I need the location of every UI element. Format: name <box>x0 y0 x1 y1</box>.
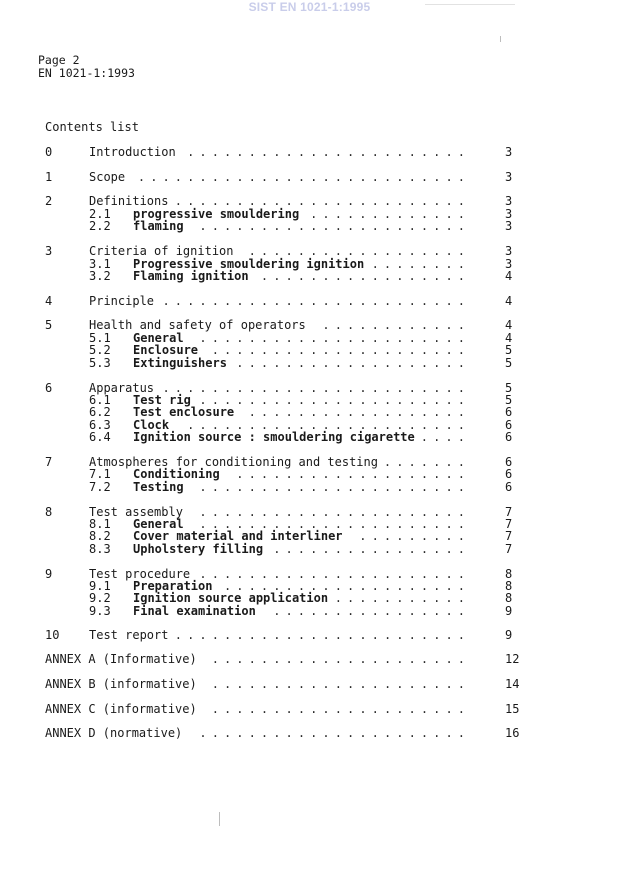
toc-leader-dots: ...................... <box>199 518 470 531</box>
toc-subsection-title: Conditioning <box>133 467 220 481</box>
toc-section-title: Criteria of ignition <box>89 244 234 258</box>
toc-section-title: Scope <box>89 170 126 184</box>
watermark: SIST EN 1021-1:1995 <box>248 0 371 14</box>
toc-subsection-title: Cover material and interliner <box>133 529 343 543</box>
toc-page-number: 8 <box>505 591 513 605</box>
toc-leader-dots: ........ <box>371 258 470 271</box>
toc-leader-dots: ................. <box>260 270 470 283</box>
toc-section-number: 10 <box>45 628 60 642</box>
toc-section-number: 1 <box>45 170 53 184</box>
toc-entry <box>0 653 619 666</box>
toc-section-title: Principle <box>89 294 155 308</box>
toc-subsection-number: 2.1 <box>89 207 111 221</box>
page-number: Page 2 <box>38 53 80 67</box>
toc-subsection-title: Upholstery filling <box>133 542 264 556</box>
toc-subsection-title: Test enclosure <box>133 405 235 419</box>
toc-page-number: 5 <box>505 381 513 395</box>
standard-number: EN 1021-1:1993 <box>38 66 135 80</box>
toc-page-number: 4 <box>505 331 513 345</box>
toc-section-number: 3 <box>45 244 53 258</box>
toc-leader-dots: ...................... <box>199 727 470 740</box>
toc-subsection-title: General <box>133 517 184 531</box>
toc-leader-dots: ....................... <box>187 146 470 159</box>
toc-leader-dots: ......................... <box>162 295 470 308</box>
toc-leader-dots: ...................... <box>199 506 470 519</box>
toc-entry <box>0 357 619 370</box>
scan-speck <box>219 812 220 826</box>
toc-page-number: 6 <box>505 418 513 432</box>
toc-section-number: 7 <box>45 455 53 469</box>
toc-entry <box>0 146 619 159</box>
toc-entry <box>0 431 619 444</box>
toc-section-number: 6 <box>45 381 53 395</box>
toc-entry <box>0 543 619 556</box>
toc-entry <box>0 703 619 716</box>
toc-entry <box>0 605 619 618</box>
toc-leader-dots: ........................... <box>137 171 470 184</box>
toc-leader-dots: ...................... <box>199 568 470 581</box>
toc-leader-dots: ................ <box>273 605 470 618</box>
toc-page-number: 3 <box>505 244 513 258</box>
toc-leader-dots: ......... <box>359 530 470 543</box>
toc-leader-dots: ........................ <box>174 195 470 208</box>
toc-leader-dots: ...................... <box>199 394 470 407</box>
toc-section-number: 8 <box>45 505 53 519</box>
toc-entry <box>0 629 619 642</box>
toc-page-number: 4 <box>505 269 513 283</box>
toc-subsection-title: Extinguishers <box>133 356 227 370</box>
toc-subsection-number: 9.1 <box>89 579 111 593</box>
toc-section-number: 9 <box>45 567 53 581</box>
toc-subsection-number: 7.1 <box>89 467 111 481</box>
toc-section-number: 2 <box>45 194 53 208</box>
toc-leader-dots: ............ <box>322 319 470 332</box>
toc-subsection-number: 6.1 <box>89 393 111 407</box>
toc-subsection-title: Ignition source application <box>133 591 329 605</box>
toc-subsection-number: 8.2 <box>89 529 111 543</box>
toc-subsection-title: Clock <box>133 418 170 432</box>
toc-entry <box>0 295 619 308</box>
toc-section-title: ANNEX D (normative) <box>45 726 183 740</box>
toc-leader-dots: ..................... <box>211 678 470 691</box>
toc-page-number: 5 <box>505 343 513 357</box>
toc-leader-dots: ......................... <box>162 382 470 395</box>
toc-subsection-title: Testing <box>133 480 184 494</box>
toc-section-number: 5 <box>45 318 53 332</box>
toc-leader-dots: ..................... <box>211 344 470 357</box>
toc-leader-dots: .... <box>420 431 470 444</box>
toc-page-number: 4 <box>505 318 513 332</box>
toc-leader-dots: .................. <box>248 245 470 258</box>
toc-title: Contents list <box>45 120 139 134</box>
toc-section-title: ANNEX A (Informative) <box>45 652 197 666</box>
toc-leader-dots: ...................... <box>199 332 470 345</box>
toc-leader-dots: ........................ <box>174 629 470 642</box>
toc-subsection-number: 5.2 <box>89 343 111 357</box>
toc-subsection-title: Test rig <box>133 393 191 407</box>
toc-page-number: 5 <box>505 356 513 370</box>
toc-leader-dots: ...................... <box>199 220 470 233</box>
toc-page-number: 3 <box>505 145 513 159</box>
toc-page-number: 3 <box>505 257 513 271</box>
toc-leader-dots: ............. <box>310 208 470 221</box>
toc-subsection-number: 8.1 <box>89 517 111 531</box>
toc-subsection-title: progressive smouldering <box>133 207 300 221</box>
toc-entry <box>0 727 619 740</box>
toc-leader-dots: ................... <box>236 468 470 481</box>
toc-page-number: 7 <box>505 542 513 556</box>
toc-entry <box>0 678 619 691</box>
toc-page-number: 3 <box>505 170 513 184</box>
toc-entry <box>0 171 619 184</box>
toc-page-number: 8 <box>505 567 513 581</box>
toc-page-number: 12 <box>505 652 520 666</box>
toc-section-title: Test procedure <box>89 567 191 581</box>
toc-page-number: 7 <box>505 505 513 519</box>
toc-section-number: 4 <box>45 294 53 308</box>
toc-page-number: 9 <box>505 604 513 618</box>
toc-leader-dots: ..................... <box>211 653 470 666</box>
toc-section-title: Test assembly <box>89 505 183 519</box>
toc-subsection-title: General <box>133 331 184 345</box>
toc-subsection-number: 9.2 <box>89 591 111 605</box>
toc-subsection-number: 5.3 <box>89 356 111 370</box>
toc-leader-dots: ...................... <box>199 481 470 494</box>
toc-subsection-number: 7.2 <box>89 480 111 494</box>
toc-page-number: 8 <box>505 579 513 593</box>
toc-entry <box>0 270 619 283</box>
toc-leader-dots: ....................... <box>187 419 470 432</box>
toc-subsection-number: 3.2 <box>89 269 111 283</box>
toc-leader-dots: ..................... <box>211 703 470 716</box>
toc-subsection-title: Flaming ignition <box>133 269 249 283</box>
toc-leader-dots: ........... <box>334 592 470 605</box>
toc-subsection-title: flaming <box>133 219 184 233</box>
toc-subsection-number: 6.4 <box>89 430 111 444</box>
toc-leader-dots: ....... <box>383 456 470 469</box>
toc-page-number: 7 <box>505 517 513 531</box>
toc-page-number: 6 <box>505 430 513 444</box>
toc-page-number: 16 <box>505 726 520 740</box>
toc-subsection-number: 6.2 <box>89 405 111 419</box>
toc-page-number: 6 <box>505 467 513 481</box>
toc-page-number: 3 <box>505 207 513 221</box>
toc-entry <box>0 481 619 494</box>
toc-section-title: Test report <box>89 628 169 642</box>
toc-section-title: ANNEX C (informative) <box>45 702 197 716</box>
toc-page-number: 14 <box>505 677 520 691</box>
toc-subsection-number: 8.3 <box>89 542 111 556</box>
toc-subsection-title: Enclosure <box>133 343 199 357</box>
toc-subsection-number: 9.3 <box>89 604 111 618</box>
toc-section-title: Health and safety of operators <box>89 318 306 332</box>
toc-subsection-number: 2.2 <box>89 219 111 233</box>
toc-entry <box>0 220 619 233</box>
toc-page-number: 3 <box>505 194 513 208</box>
toc-page-number: 7 <box>505 529 513 543</box>
toc-section-title: ANNEX B (informative) <box>45 677 197 691</box>
toc-subsection-title: Preparation <box>133 579 213 593</box>
toc-page-number: 3 <box>505 219 513 233</box>
toc-section-title: Atmospheres for conditioning and testing <box>89 455 378 469</box>
toc-subsection-title: Ignition source : smouldering cigarette <box>133 430 415 444</box>
toc-leader-dots: ................ <box>273 543 470 556</box>
toc-section-title: Definitions <box>89 194 169 208</box>
scan-speck <box>500 36 501 42</box>
toc-leader-dots: .................... <box>224 580 470 593</box>
toc-page-number: 5 <box>505 393 513 407</box>
toc-page-number: 15 <box>505 702 520 716</box>
toc-subsection-number: 6.3 <box>89 418 111 432</box>
toc-section-title: Apparatus <box>89 381 155 395</box>
toc-section-number: 0 <box>45 145 53 159</box>
toc-leader-dots: .................. <box>248 406 470 419</box>
toc-subsection-number: 5.1 <box>89 331 111 345</box>
toc-page-number: 4 <box>505 294 513 308</box>
toc-page-number: 6 <box>505 405 513 419</box>
toc-subsection-number: 3.1 <box>89 257 111 271</box>
toc-subsection-title: Final examination <box>133 604 256 618</box>
scan-speck <box>425 4 515 5</box>
toc-page-number: 6 <box>505 455 513 469</box>
toc-leader-dots: ................... <box>236 357 470 370</box>
toc-section-title: Introduction <box>89 145 176 159</box>
toc-page-number: 6 <box>505 480 513 494</box>
toc-page-number: 9 <box>505 628 513 642</box>
toc-subsection-title: Progressive smouldering ignition <box>133 257 365 271</box>
